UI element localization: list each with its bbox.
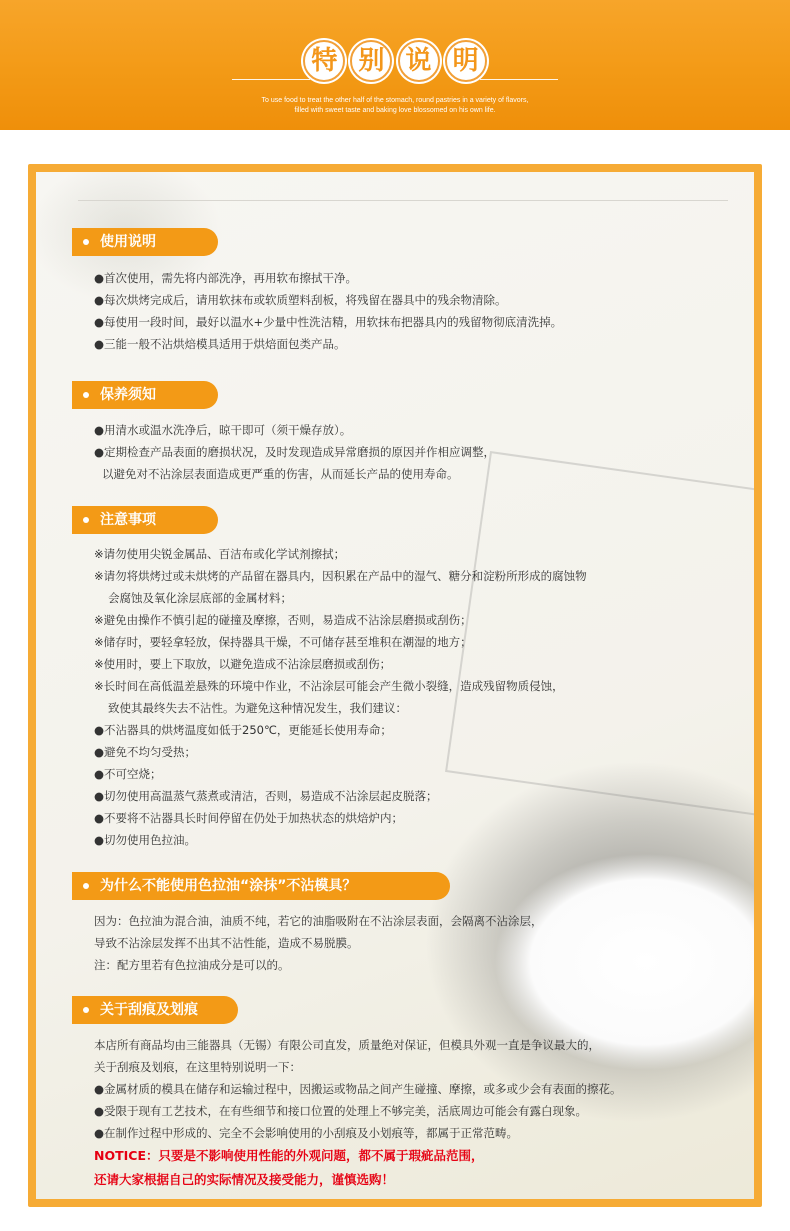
body-line: 致使其最终失去不沾性。为避免这种情况发生，我们建议： [108, 701, 407, 715]
title-char: 明 [445, 40, 487, 82]
section-heading-usage [72, 228, 218, 256]
body-line: ●切勿使用色拉油。 [94, 833, 197, 847]
body-line: 注：配方里若有色拉油成分是可以的。 [94, 958, 290, 972]
body-line: ●避免不均匀受热； [94, 745, 197, 759]
bullet-dot-icon [83, 392, 89, 398]
body-line: 关于刮痕及划痕，在这里特别说明一下： [94, 1060, 301, 1074]
section-heading-salad-oil [72, 872, 450, 900]
section-body-precautions [94, 543, 734, 851]
body-line: ●定期检查产品表面的磨损状况，及时发现造成异常磨损的原因并作相应调整， [94, 445, 496, 459]
body-line: ※使用时，要上下取放，以避免造成不沾涂层磨损或刮伤； [94, 657, 392, 671]
notice-line: 还请大家根据自己的实际情况及接受能力，谨慎选购！ [94, 1172, 395, 1187]
body-line: ※请勿将烘烤过或未烘烤的产品留在器具内，因积累在产品中的湿气、糖分和淀粉所形成的腐蚀物 [94, 569, 587, 583]
section-heading-label: 使用说明 [100, 234, 156, 250]
body-line: ※储存时，要轻拿轻放，保持器具干燥，不可储存甚至堆积在潮湿的地方； [94, 635, 472, 649]
banner-subtitle-line-2: filled with sweet taste and baking love blossomed on his own life. [294, 107, 496, 114]
content-panel [36, 172, 754, 1199]
title-char: 别 [350, 40, 392, 82]
bullet-dot-icon [83, 1007, 89, 1013]
body-line: ●首次使用，需先将内部洗净，再用软布擦拭干净。 [94, 271, 358, 285]
section-heading-maintenance [72, 381, 218, 409]
body-line: 导致不沾涂层发挥不出其不沾性能，造成不易脱膜。 [94, 936, 359, 950]
bullet-dot-icon [83, 883, 89, 889]
title-char: 说 [398, 40, 440, 82]
notice-text [94, 1144, 734, 1192]
section-heading-label: 为什么不能使用色拉油“涂抹”不沾模具？ [100, 878, 357, 894]
body-line: ※长时间在高低温差悬殊的环境中作业，不沾涂层可能会产生微小裂缝，造成残留物质侵蚀， [94, 679, 564, 693]
title-char: 特 [303, 40, 345, 82]
body-line: ●用清水或温水洗净后，晾干即可（须干燥存放）。 [94, 423, 352, 437]
content-frame [28, 164, 762, 1207]
body-line: 会腐蚀及氧化涂层底部的金属材料； [108, 591, 292, 605]
header-banner [0, 0, 790, 130]
section-heading-precautions [72, 506, 218, 534]
section-body-salad-oil [94, 910, 734, 976]
body-line: ●不可空烧； [94, 767, 162, 781]
section-body-usage [94, 267, 734, 355]
body-line: ●每次烘烤完成后，请用软抹布或软质塑料刮板，将残留在器具中的残余物清除。 [94, 293, 507, 307]
body-line: ※避免由操作不慎引起的碰撞及摩擦，否则，易造成不沾涂层磨损或刮伤； [94, 613, 472, 627]
section-heading-label: 保养须知 [100, 387, 156, 403]
body-line: ●受限于现有工艺技术，在有些细节和接口位置的处理上不够完美，活底周边可能会有露白现象。 [94, 1104, 588, 1118]
bullet-dot-icon [83, 517, 89, 523]
section-heading-scratches [72, 996, 238, 1024]
notice-line: NOTICE：只要是不影响使用性能的外观问题，都不属于瑕疵品范围， [94, 1148, 484, 1163]
body-line: ●不沾器具的烘烤温度如低于250℃，更能延长使用寿命； [94, 723, 392, 737]
section-body-scratches [94, 1034, 734, 1144]
body-line: ●三能一般不沾烘焙模具适用于烘焙面包类产品。 [94, 337, 346, 351]
body-line: ●每使用一段时间，最好以温水+少量中性洗洁精，用软抹布把器具内的残留物彻底清洗掉。 [94, 315, 563, 329]
body-line: ●金属材质的模具在储存和运输过程中，因搬运或物品之间产生碰撞、摩擦，或多或少会有表面的擦花。 [94, 1082, 622, 1096]
decorative-rule [78, 200, 728, 201]
section-body-maintenance [94, 419, 734, 485]
body-line: ●在制作过程中形成的、完全不会影响使用的小刮痕及小划痕等，都属于正常范畴。 [94, 1126, 519, 1140]
body-line: ※请勿使用尖锐金属品、百洁布或化学试剂擦拭； [94, 547, 346, 561]
body-line: 本店所有商品均由三能器具（无锡）有限公司直发，质量绝对保证，但模具外观一直是争议最大的， [94, 1038, 600, 1052]
body-line: 因为：色拉油为混合油，油质不纯，若它的油脂吸附在不沾涂层表面，会隔离不沾涂层， [94, 914, 543, 928]
body-line: ●切勿使用高温蒸气蒸煮或清洁，否则，易造成不沾涂层起皮脱落； [94, 789, 438, 803]
bullet-dot-icon [83, 239, 89, 245]
banner-subtitle-line-1: To use food to treat the other half of the stomach, round pastries in a variety of flavors, [261, 97, 529, 104]
body-line: ●不要将不沾器具长时间停留在仍处于加热状态的烘焙炉内； [94, 811, 404, 825]
section-heading-label: 关于刮痕及划痕 [100, 1002, 198, 1018]
page-title [0, 40, 790, 82]
body-line: 以避免对不沾涂层表面造成更严重的伤害，从而延长产品的使用寿命。 [102, 467, 459, 481]
section-heading-label: 注意事项 [100, 512, 156, 528]
